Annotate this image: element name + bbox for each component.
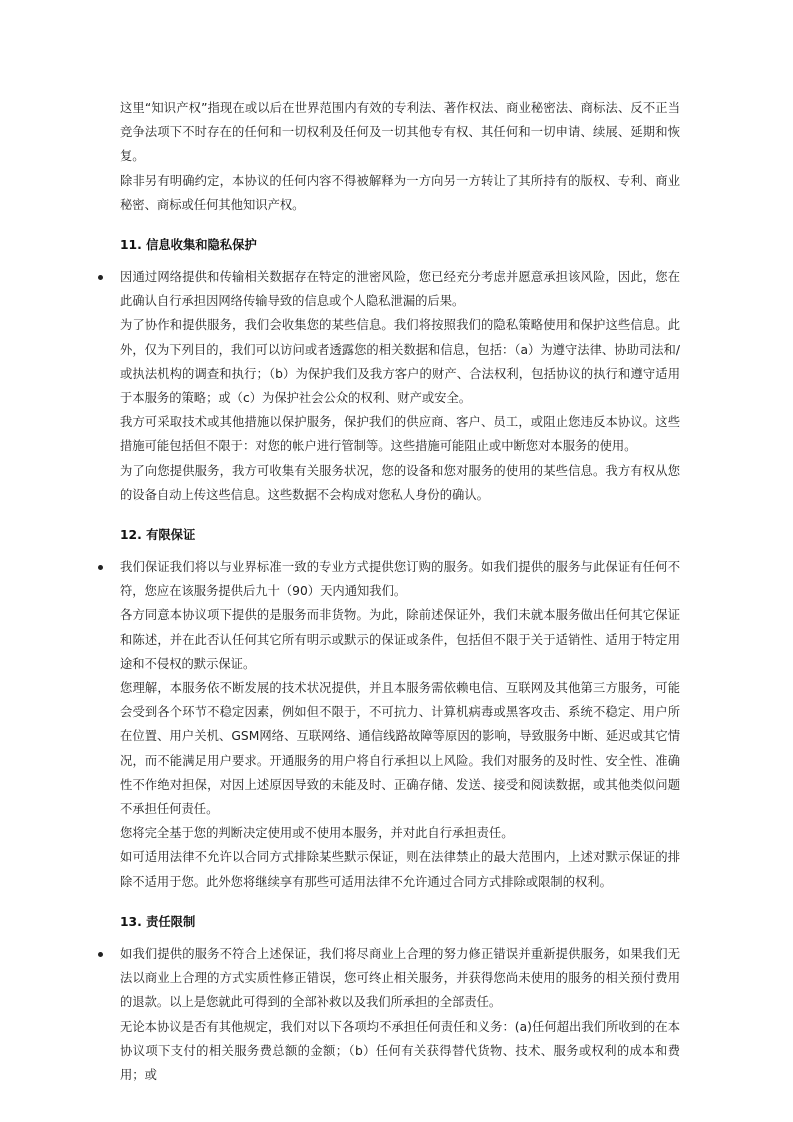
- section-paragraph: 各方同意本协议项下提供的是服务而非货物。为此，除前述保证外，我们未就本服务做出任何其它保证和陈述，并在此否认任何其它所有明示或默示的保证或条件，包括但不限于关于适销性、适用于特定用途和不侵权的默示保证。: [120, 608, 680, 671]
- section-heading-12: 12. 有限保证: [120, 528, 196, 543]
- section-paragraph: 为了协作和提供服务，我们会收集您的某些信息。我们将按照我们的隐私策略使用和保护这些信息。此外，仅为下列目的，我们可以访问或者透露您的相关数据和信息，包括：（a）为遵守法律、协助司法和/或执法机构的调查和执行；（b）为保护我们及我方客户的财产、合法权利，包括协议的执行和遵守适用于本服务的策略；或（c）为保护社会公众的权利、财产或安全。: [120, 318, 680, 406]
- section-heading-11: 11. 信息收集和隐私保护: [120, 238, 257, 253]
- section-paragraph: 为了向您提供服务，我方可收集有关服务状况，您的设备和您对服务的使用的某些信息。我方有权从您的设备自动上传这些信息。这些数据不会构成对您私人身份的确认。: [120, 463, 680, 502]
- section-paragraph: 您理解，本服务依不断发展的技术状况提供，并且本服务需依赖电信、互联网及其他第三方服务，可能会受到各个环节不稳定因素，例如但不限于，不可抗力、计算机病毒或黑客攻击、系统不稳定、用户所在位置、用户关机、GSM网络、互联网络、通信线路故障等原因的影响，导致服务中断、延迟或其它情况，而不能满足用户要求。开通服务的用户将自行承担以上风险。我们对服务的及时性、安全性、准确性不作绝对担保，对因上述原因导致的未能及时、正确存储、发送、接受和阅读数据，或其他类似问题不承担任何责任。: [120, 681, 680, 817]
- section-13-content: [120, 942, 680, 1087]
- section-paragraph: 如可适用法律不允许以合同方式排除某些默示保证，则在法律禁止的最大范围内，上述对默示保证的排除不适用于您。此外您将继续享有那些可适用法律不允许通过合同方式排除或限制的权利。: [120, 850, 680, 889]
- section-11-content: [120, 265, 680, 507]
- intro-paragraph: 这里“知识产权”指现在或以后在世界范围内有效的专利法、著作权法、商业秘密法、商标法、反不正当竞争法项下不时存在的任何和一切权利及任何及一切其他专有权、其任何和一切申请、续展、延期和恢复。: [120, 101, 680, 164]
- section-paragraph: 因通过网络提供和传输相关数据存在特定的泄密风险，您已经充分考虑并愿意承担该风险，因此，您在此确认自行承担因网络传输导致的信息或个人隐私泄漏的后果。: [120, 270, 680, 309]
- intro-block: [120, 96, 680, 217]
- document-body: [120, 96, 680, 1087]
- section-paragraph: 您将完全基于您的判断决定使用或不使用本服务，并对此自行承担责任。: [120, 826, 514, 841]
- section-paragraph: 我们保证我们将以与业界标准一致的专业方式提供您订购的服务。如我们提供的服务与此保证有任何不符，您应在该服务提供后九十（90）天内通知我们。: [120, 560, 680, 599]
- section-12-content: [120, 555, 680, 894]
- bullet-icon: [98, 565, 103, 570]
- section-paragraph: 我方可采取技术或其他措施以保护服务，保护我们的供应商、客户、员工，或阻止您违反本协议。这些措施可能包括但不限于：对您的帐户进行管制等。这些措施可能阻止或中断您对本服务的使用。: [120, 415, 680, 454]
- section-paragraph: 无论本协议是否有其他规定，我们对以下各项均不承担任何责任和义务：(a)任何超出我们所收到的在本协议项下支付的相关服务费总额的金额；（b）任何有关获得替代货物、技术、服务或权利的成本和费用；或: [120, 1019, 680, 1082]
- bullet-icon: [98, 952, 103, 957]
- section-paragraph: 如我们提供的服务不符合上述保证，我们将尽商业上合理的努力修正错误并重新提供服务，如果我们无法以商业上合理的方式实质性修正错误，您可终止相关服务，并获得您尚未使用的服务的相关预付费用的退款。以上是您就此可得到的全部补救以及我们所承担的全部责任。: [120, 946, 680, 1010]
- intro-paragraph: 除非另有明确约定，本协议的任何内容不得被解释为一方向另一方转让了其所持有的版权、专利、商业秘密、商标或任何其他知识产权。: [120, 173, 680, 212]
- bullet-icon: [98, 275, 103, 280]
- section-heading-13: 13. 责任限制: [120, 914, 196, 929]
